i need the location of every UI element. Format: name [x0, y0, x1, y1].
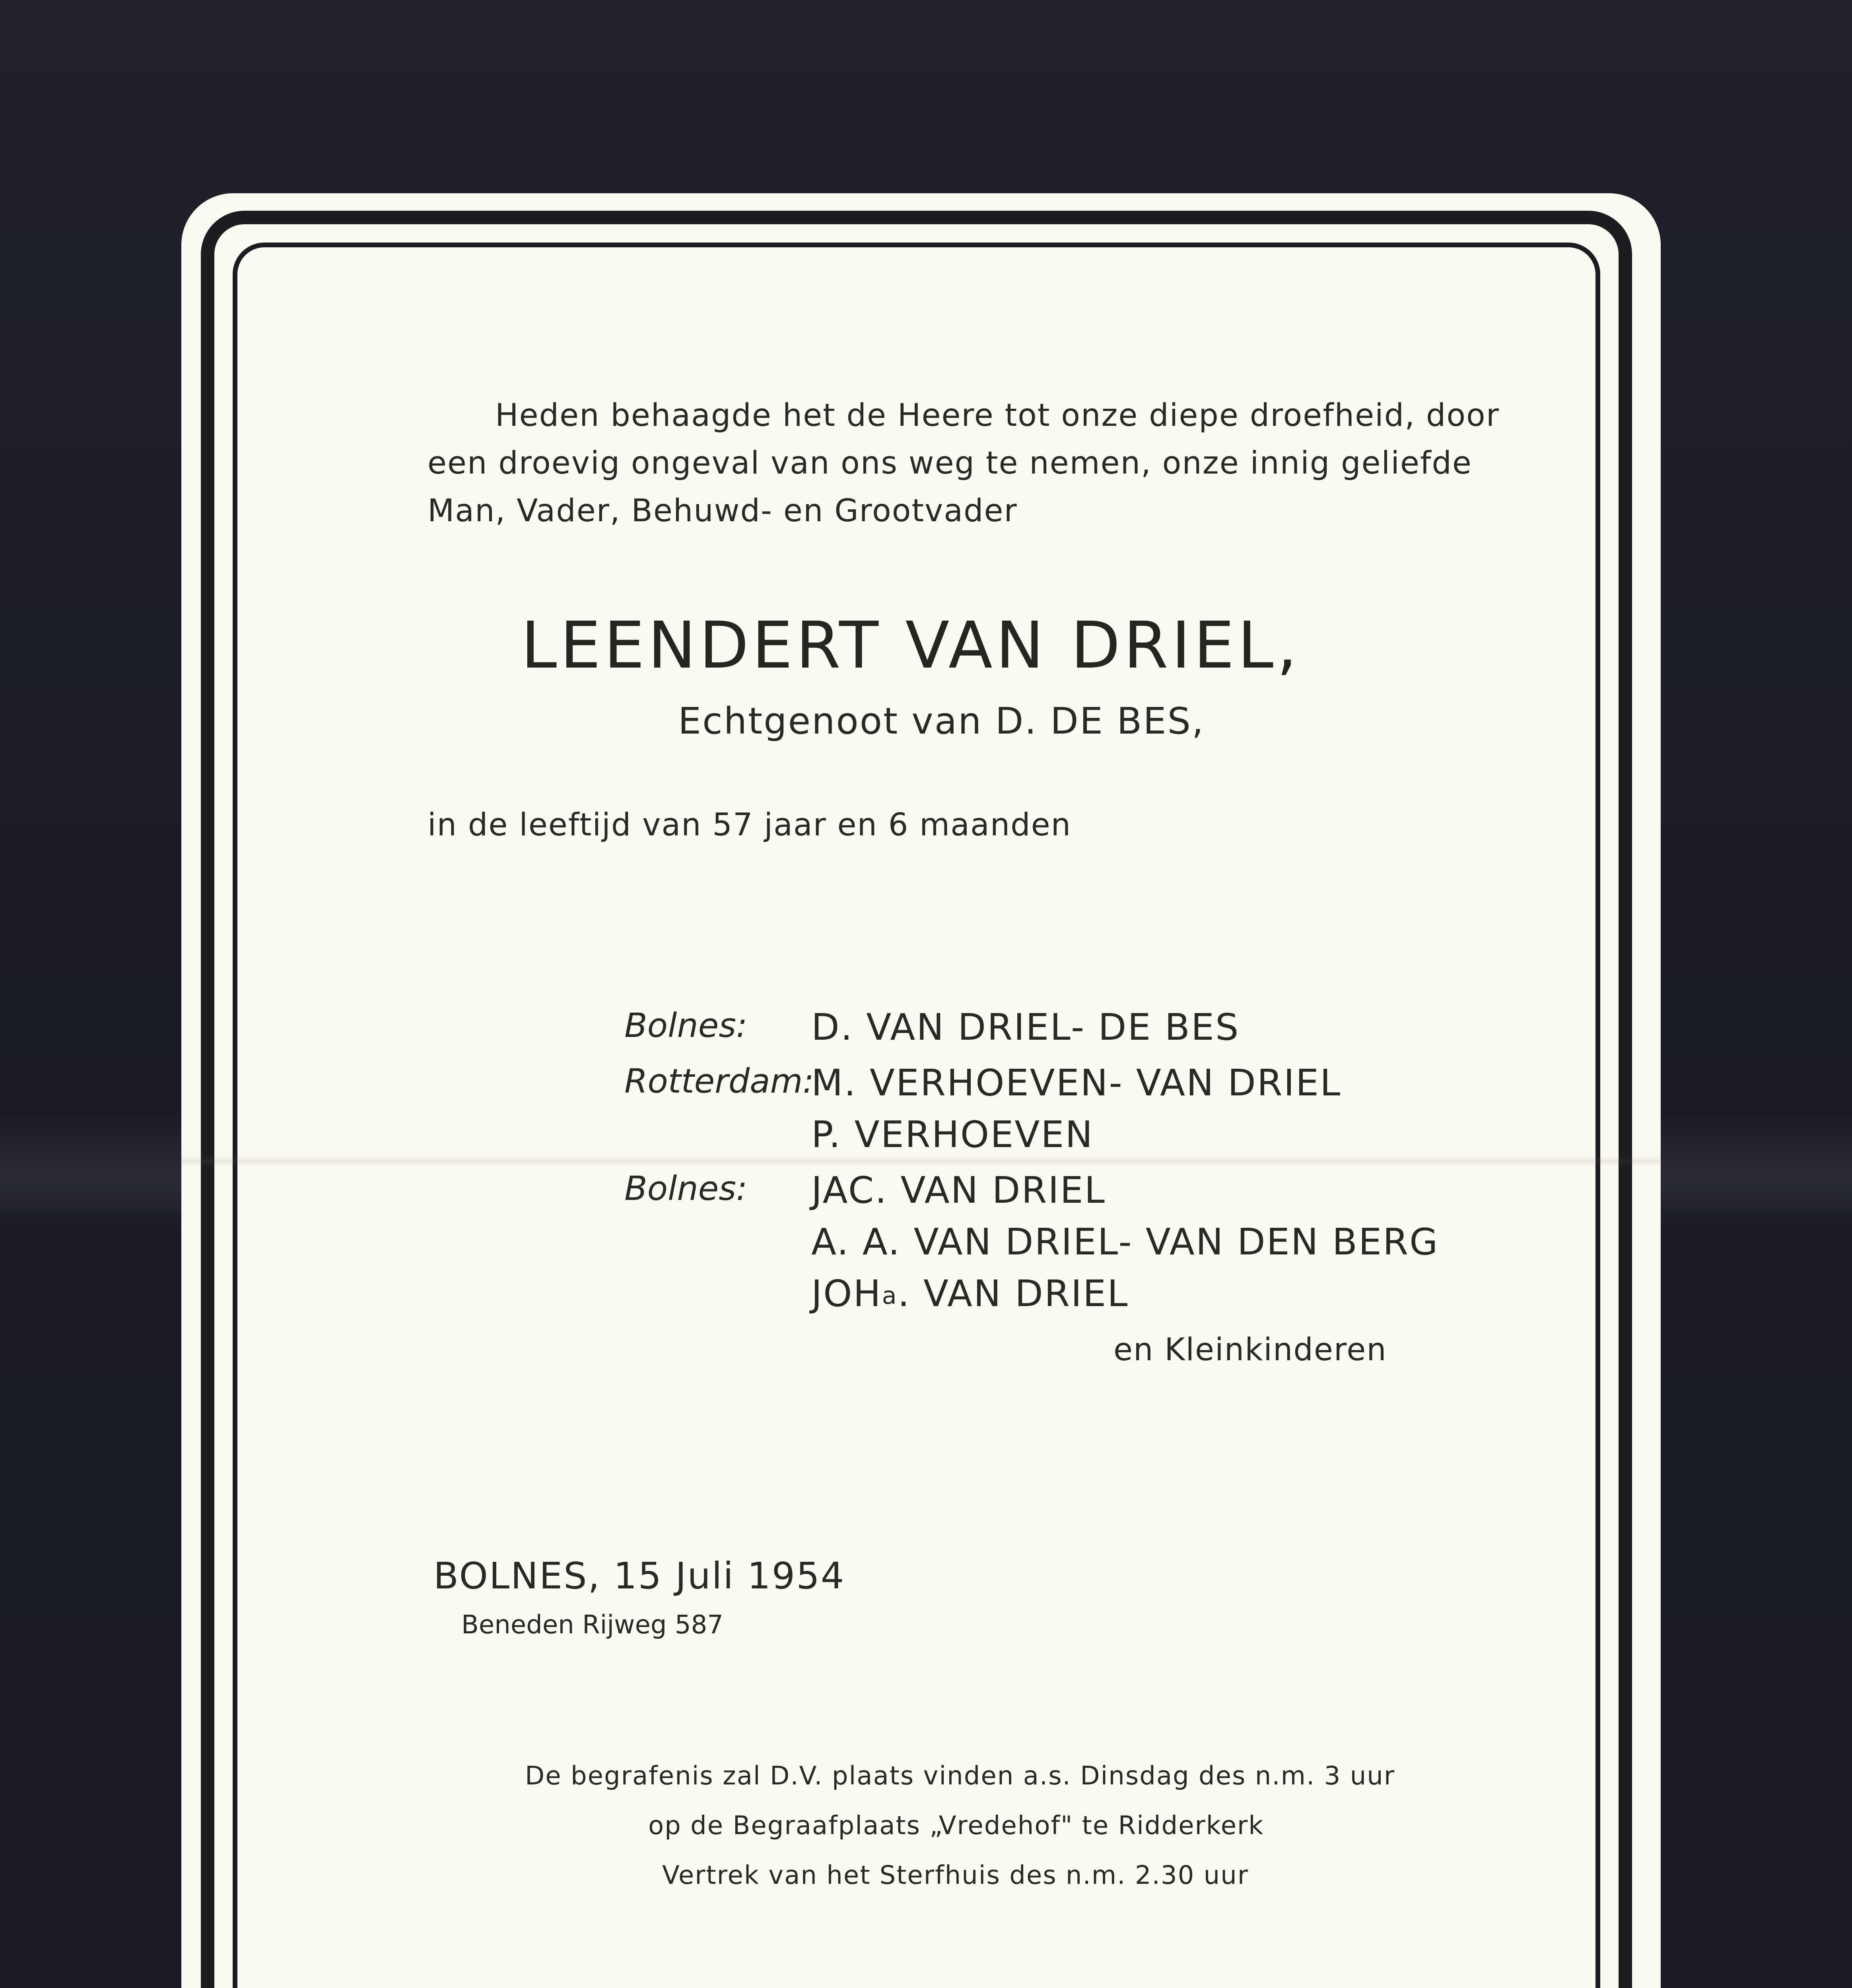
- spouse-line: Echtgenoot van D. DE BES,: [678, 700, 1205, 742]
- grandchildren-line: en Kleinkinderen: [1114, 1332, 1387, 1368]
- age-line: in de leeftijd van 57 jaar en 6 maanden: [428, 807, 1072, 843]
- intro-line-1: Heden behaagde het de Heere tot onze diepe droefheid, door: [495, 398, 1500, 433]
- paper-fold-line: [181, 1156, 1661, 1167]
- family-member: JAC. VAN DRIEL: [811, 1169, 1106, 1211]
- funeral-line-2: op de Begraafplaats „Vredehof" te Ridderkerk: [648, 1811, 1264, 1840]
- family-member: M. VERHOEVEN- VAN DRIEL: [811, 1062, 1342, 1104]
- place-label-bolnes: Bolnes:: [624, 1006, 748, 1045]
- funeral-line-1: De begrafenis zal D.V. plaats vinden a.s. Dinsdag des n.m. 3 uur: [525, 1761, 1395, 1791]
- place-label-bolnes-2: Bolnes:: [624, 1169, 748, 1208]
- family-member: P. VERHOEVEN: [811, 1113, 1094, 1156]
- family-member: D. VAN DRIEL- DE BES: [811, 1006, 1240, 1048]
- funeral-line-3: Vertrek van het Sterfhuis des n.m. 2.30 uur: [662, 1861, 1249, 1890]
- family-member: JOHa. VAN DRIEL: [811, 1272, 1129, 1315]
- intro-line-3: Man, Vader, Behuwd- en Grootvader: [428, 493, 1018, 529]
- address: Beneden Rijweg 587: [461, 1610, 723, 1640]
- place-date: BOLNES, 15 Juli 1954: [433, 1555, 845, 1597]
- deceased-name: LEENDERT VAN DRIEL,: [521, 608, 1300, 683]
- intro-line-2: een droevig ongeval van ons weg te nemen, onze innig geliefde: [428, 445, 1472, 481]
- place-label-rotterdam: Rotterdam:: [624, 1062, 814, 1101]
- family-member: A. A. VAN DRIEL- VAN DEN BERG: [811, 1221, 1439, 1263]
